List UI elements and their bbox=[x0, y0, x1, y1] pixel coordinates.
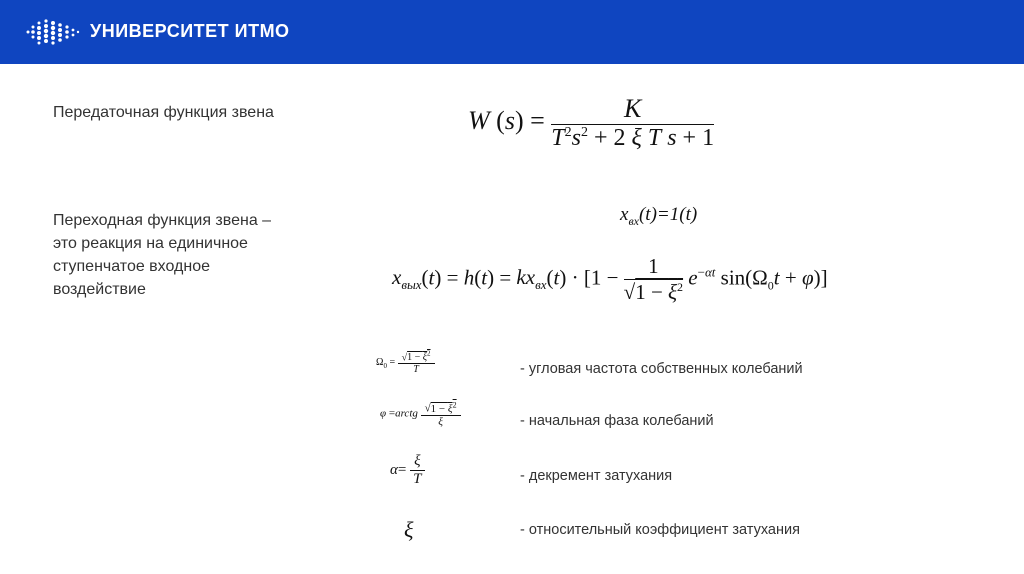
description-line: воздействие bbox=[53, 281, 146, 298]
transfer-function-title: Передаточная функция звена bbox=[53, 104, 274, 121]
xi-symbol: ξ bbox=[404, 517, 414, 542]
input-step-formula: $x_{вх}(t)=1(t)$ bbox=[620, 204, 698, 228]
damping-decrement-formula: α= $\frac{\xi}{T}$ bbox=[390, 453, 425, 488]
header-bar bbox=[0, 0, 1024, 64]
phase-formula: φ =arctg $\frac{√1 - \xi^2}{\xi}$ bbox=[380, 400, 461, 428]
transient-function-description bbox=[53, 209, 271, 301]
description-line: Переходная функция звена – bbox=[53, 212, 272, 229]
description-line: это реакция на единичное bbox=[53, 235, 248, 252]
description-line: ступенчатое входное bbox=[53, 258, 211, 275]
legend-damping-decrement: - декремент затухания bbox=[520, 468, 673, 484]
brand-name: УНИВЕРСИТЕТ ИТМО bbox=[90, 21, 290, 41]
itmo-logo-icon bbox=[24, 17, 80, 47]
legend-angular-frequency: - угловая частота собственных колебаний bbox=[520, 361, 803, 377]
legend-damping-ratio: - относительный коэффициент затухания bbox=[520, 522, 800, 538]
legend-initial-phase: - начальная фаза колебаний bbox=[520, 413, 714, 429]
omega-formula: $\Omega_0$ = $\frac{√1 - \xi^2}{T}$ bbox=[376, 350, 435, 375]
transfer-function-formula: W (s) = $\frac{K}{T^2s^2 + 2 \xi T s + 1}$ bbox=[468, 94, 715, 151]
transient-response-formula: $x_{вых}(t) = h(t) = kx_{вх}(t) \cdot [1$ − $\frac{1}{√1 - \xi^2}$ $e^{-\alpha t}$ $\sin(\Omega_0t + \varphi)$] bbox=[392, 254, 828, 304]
